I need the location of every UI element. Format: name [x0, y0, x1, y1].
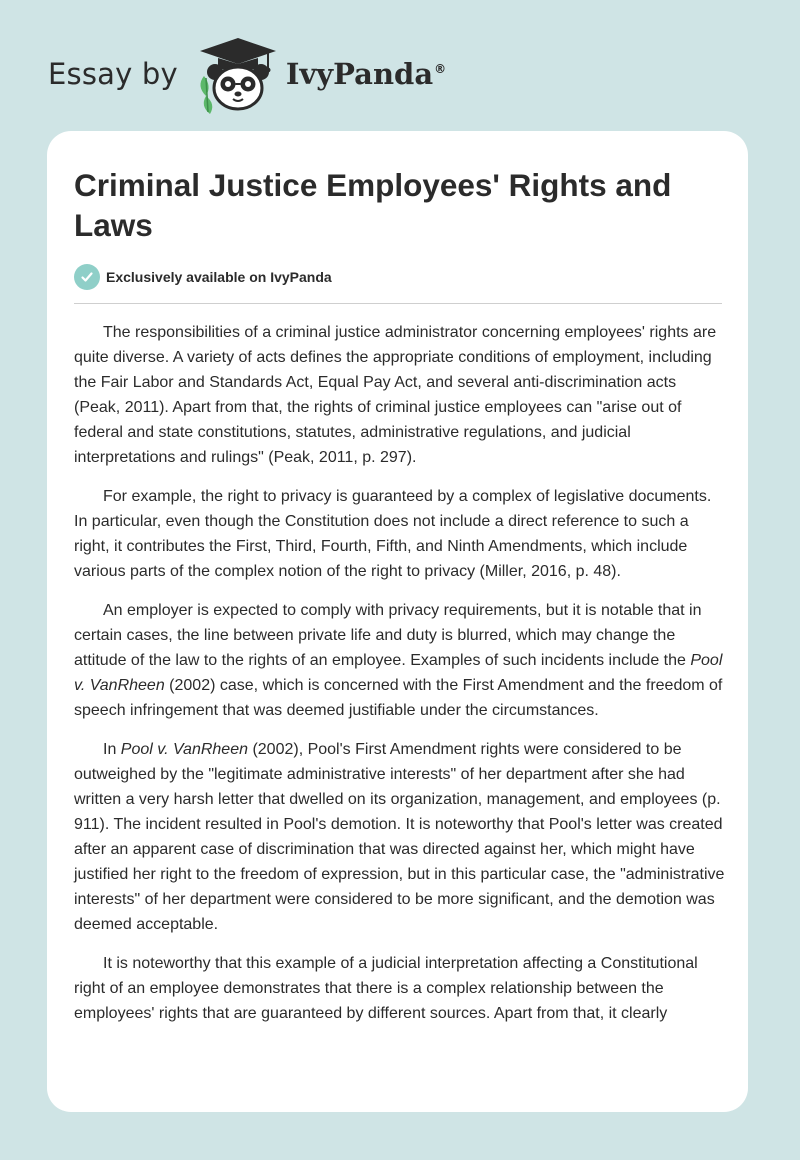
- panda-graduation-cap-logo-icon[interactable]: [192, 34, 284, 114]
- badge-text: Exclusively available on IvyPanda: [106, 269, 332, 285]
- divider: [74, 303, 722, 304]
- brand-name[interactable]: IvyPanda®: [285, 57, 447, 91]
- case-name: Pool v. VanRheen: [74, 652, 723, 694]
- site-header: [48, 34, 446, 114]
- essay-paragraph: [74, 951, 726, 1026]
- essay-by-label: Essay by: [48, 57, 178, 91]
- page-title: Criminal Justice Employees' Rights and Laws: [74, 167, 672, 243]
- check-icon: [80, 270, 94, 284]
- registered-mark: ®: [434, 62, 447, 77]
- case-name: Pool v. VanRheen: [120, 741, 248, 758]
- check-badge: [74, 264, 100, 290]
- essay-body: [74, 320, 726, 1040]
- essay-paragraph: [74, 484, 726, 584]
- essay-paragraph: [74, 737, 726, 937]
- essay-paragraph: [74, 320, 726, 470]
- essay-card: [47, 131, 748, 1112]
- paragraph-text: (2002) case, which is concerned with the First Amendment and the freedom of speech infringement that was deemed justifiable under the circumstances.: [74, 677, 723, 719]
- paragraph-text: The responsibilities of a criminal justice administrator concerning employees' rights are quite diverse. A variety of acts defines the appropriate conditions of employment, including the Fair Labor and Standards Act, Equal Pay Act, and several anti-discrimination acts (Peak, 2011). Apart from that, the rights of criminal justice employees can "arise out of federal and state constitutions, statutes, administrative regulations, and judicial interpretations and rulings" (Peak, 2011, p. 297).: [74, 324, 717, 466]
- paragraph-text: (2002), Pool's First Amendment rights were considered to be outweighed by the "legitimate administrative interests" of her department after she had written a very harsh letter that dwelled on its organization, management, and employees (p. 911). The incident resulted in Pool's demotion. It is noteworthy that Pool's letter was created after an apparent case of discrimination that was directed against her, which might have justified her right to the freedom of expression, but in this particular case, the "administrative interests" of her department were considered to be more significant, and the demotion was deemed acceptable.: [74, 741, 725, 933]
- paragraph-text: An employer is expected to comply with privacy requirements, but it is notable that in certain cases, the line between private life and duty is blurred, which may change the attitude of the law to the rights of an employee. Examples of such incidents include the: [74, 602, 702, 669]
- paragraph-text: In: [103, 741, 121, 758]
- exclusive-badge: [74, 264, 332, 290]
- paragraph-text: For example, the right to privacy is guaranteed by a complex of legislative documents. In particular, even though the Constitution does not include a direct reference to such a right, it contributes the First, Third, Fourth, Fifth, and Ninth Amendments, which include various parts of the complex notion of the right to privacy (Miller, 2016, p. 48).: [74, 488, 712, 580]
- paragraph-text: It is noteworthy that this example of a judicial interpretation affecting a Constitutional right of an employee demonstrates that there is a complex relationship between the employees' rights that are guaranteed by different sources. Apart from that, it clearly: [74, 955, 698, 1022]
- essay-paragraph: [74, 598, 726, 723]
